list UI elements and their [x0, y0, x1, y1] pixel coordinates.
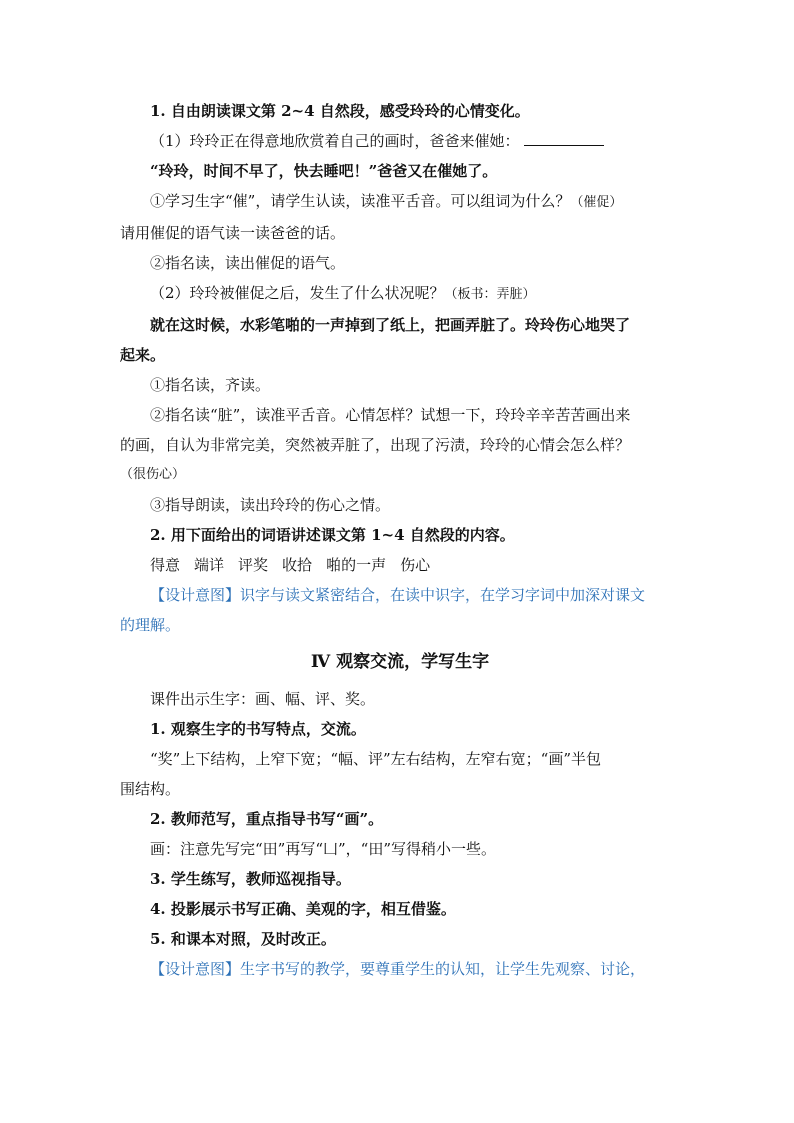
write-step-5: 5. 和课本对照，及时改正。 — [150, 930, 336, 948]
word-item: 啪的一声 — [326, 556, 387, 574]
word-item: 伤心 — [400, 556, 431, 574]
question-1-text: （1）玲玲正在得意地欣赏着自己的画时，爸爸来催她： — [150, 132, 520, 150]
quote-text-1: 就在这时候，水彩笔啪的一声掉到了纸上，把画弄脏了。玲玲伤心地哭了 — [150, 316, 631, 334]
question-1 — [120, 126, 680, 156]
structure-note: “奖”上下结构，上窄下宽；“幅、评”左右结构，左窄右宽；“画”半包 — [150, 750, 602, 768]
step-read-together: ①指名读，齐读。 — [150, 376, 271, 394]
word-item: 得意 — [150, 556, 181, 574]
task-2-heading: 2. 用下面给出的词语讲述课文第 1~4 自然段的内容。 — [150, 526, 515, 544]
word-item: 评奖 — [238, 556, 269, 574]
step-read-urge: ②指名读，读出催促的语气。 — [150, 254, 346, 272]
section-title: Ⅳ 观察交流，学写生字 — [310, 652, 490, 672]
step-read-zang-note: （很伤心） — [120, 467, 186, 482]
design-intent-1 — [120, 580, 680, 610]
write-step-3: 3. 学生练写，教师巡视指导。 — [150, 870, 351, 888]
word-list — [120, 550, 680, 580]
structure-note-cont: 围结构。 — [120, 780, 181, 798]
design-intent-tag: 【设计意图】 — [150, 586, 241, 604]
word-item: 收拾 — [282, 556, 313, 574]
step-learn-cui-text: ①学习生字“催”，请学生认读，读准平舌音。可以组词为什么？ — [150, 192, 571, 210]
word-item: 端详 — [194, 556, 225, 574]
write-step-1: 1. 观察生字的书写特点，交流。 — [150, 720, 366, 738]
write-hua-note: 画：注意先写完“田”再写“凵”，“田”写得稍小一些。 — [150, 840, 497, 858]
step-read-zang-cont: 的画，自认为非常完美，突然被弄脏了，出现了污渍，玲玲的心情会怎么样？ — [120, 436, 631, 454]
step-learn-cui-cont: 请用催促的语气读一读爸爸的话。 — [120, 224, 346, 242]
design-intent-text: 识字与读文紧密结合，在读中识字，在学习字词中加深对课文 — [240, 586, 646, 604]
quote-text-2: 起来。 — [120, 346, 166, 364]
step-guide-reading: ③指导朗读，读出玲玲的伤心之情。 — [150, 496, 391, 514]
question-2-text: （2）玲玲被催促之后，发生了什么状况呢？ — [150, 284, 445, 302]
quote-father: “玲玲，时间不早了，快去睡吧！”爸爸又在催她了。 — [150, 162, 498, 180]
document-content — [120, 96, 680, 984]
courseware-chars: 课件出示生字：画、幅、评、奖。 — [150, 690, 376, 708]
design-intent-tag: 【设计意图】 — [150, 960, 241, 978]
step-read-zang: ②指名读“脏”，读准平舌音。心情怎样？试想一下，玲玲辛辛苦苦画出来 — [150, 406, 631, 424]
step-learn-cui-note: （催促） — [570, 195, 623, 210]
question-2 — [120, 278, 680, 310]
step-learn-cui — [120, 186, 680, 218]
write-step-2: 2. 教师范写，重点指导书写“画”。 — [150, 810, 384, 828]
design-intent-2 — [120, 954, 680, 984]
answer-blank — [524, 129, 604, 146]
task-1-heading: 1. 自由朗读课文第 2~4 自然段，感受玲玲的心情变化。 — [150, 102, 530, 120]
write-step-4: 4. 投影展示书写正确、美观的字，相互借鉴。 — [150, 900, 456, 918]
design-intent-1-cont: 的理解。 — [120, 616, 181, 634]
board-note: （板书：弄脏） — [444, 287, 536, 302]
design-intent-text: 生字书写的教学，要尊重学生的认知，让学生先观察、讨论， — [240, 960, 646, 978]
